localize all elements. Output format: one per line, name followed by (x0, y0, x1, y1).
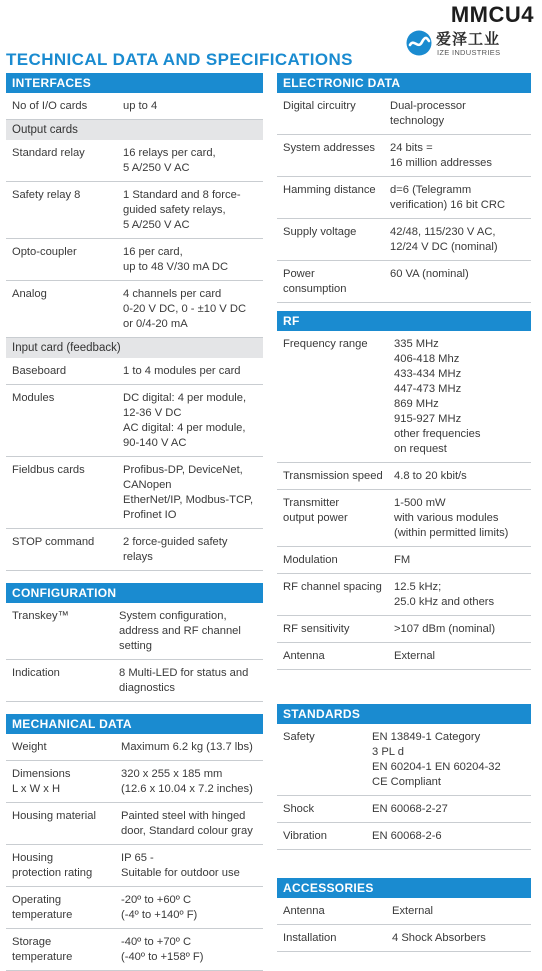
right-column (277, 73, 531, 952)
mechanical-label: Dimensions L x W x H (12, 768, 71, 795)
mechanical-value: Maximum 6.2 kg (13.7 lbs) (121, 741, 253, 753)
configuration-value: 8 Multi-LED for status and diagnostics (119, 667, 249, 694)
mechanical-label: Storage temperature (12, 936, 73, 963)
output-card-row (6, 239, 263, 281)
electronic-label: System addresses (283, 142, 376, 154)
mechanical-table (6, 734, 263, 971)
standards-value: EN 13849-1 Category 3 PL d EN 60204-1 EN 60204-32 CE Compliant (372, 731, 501, 788)
rf-value: 1-500 mW with various modules (within permitted limits) (394, 497, 509, 539)
accessories-table (277, 898, 531, 952)
electronic-label: Supply voltage (283, 226, 357, 238)
rf-label: RF sensitivity (283, 623, 350, 635)
rf-value: External (394, 650, 436, 662)
electronic-table (277, 93, 531, 303)
mechanical-row (6, 803, 263, 845)
rf-label: Modulation (283, 554, 338, 566)
electronic-value: 24 bits = 16 million addresses (390, 142, 492, 169)
output-card-value: 16 relays per card, 5 A/250 V AC (123, 147, 216, 174)
section-header-accessories: ACCESSORIES (277, 878, 531, 898)
mechanical-value: -40º to +70º C (-40º to +158º F) (121, 936, 204, 963)
mechanical-row (6, 761, 263, 803)
mechanical-value: 320 x 255 x 185 mm (12.6 x 10.04 x 7.2 inches) (121, 768, 253, 795)
rf-value: FM (394, 554, 411, 566)
mechanical-value: Painted steel with hinged door, Standard colour gray (121, 810, 253, 837)
section-header-electronic: ELECTRONIC DATA (277, 73, 531, 93)
accessories-label: Antenna (283, 905, 325, 917)
electronic-label: Digital circuitry (283, 100, 356, 112)
accessories-row (277, 898, 531, 925)
accessories-label: Installation (283, 932, 337, 944)
section-header-rf: RF (277, 311, 531, 331)
rf-label: Antenna (283, 650, 325, 662)
standards-value: EN 60068-2-6 (372, 830, 442, 842)
standards-row (277, 796, 531, 823)
input-card-value: DC digital: 4 per module, 12-36 V DC AC digital: 4 per module, 90-140 V AC (123, 392, 247, 449)
mechanical-label: Housing material (12, 810, 96, 822)
input-card-table (6, 358, 263, 571)
electronic-row (277, 261, 531, 303)
configuration-table (6, 603, 263, 702)
input-card-value: 1 to 4 modules per card (123, 365, 241, 377)
section-header-configuration: CONFIGURATION (6, 583, 263, 603)
interfaces-value: up to 4 (123, 100, 158, 112)
standards-row (277, 724, 531, 796)
output-card-row (6, 281, 263, 338)
standards-row (277, 823, 531, 850)
output-card-label: Standard relay (12, 147, 85, 159)
mechanical-row (6, 734, 263, 761)
rf-value: 335 MHz 406-418 Mhz 433-434 MHz 447-473 MHz 869 MHz 915-927 MHz other frequencies on request (394, 338, 481, 455)
configuration-value: System configuration, address and RF channel setting (119, 610, 241, 652)
brand-block (396, 0, 536, 64)
rf-row (277, 463, 531, 490)
rf-row (277, 643, 531, 670)
subheader-input-card: Input card (feedback) (6, 338, 263, 358)
rf-label: Frequency range (283, 338, 368, 350)
output-card-label: Opto-coupler (12, 246, 77, 258)
electronic-label: Power consumption (283, 268, 347, 295)
ize-logo-icon (406, 30, 432, 56)
configuration-row (6, 660, 263, 702)
accessories-value: 4 Shock Absorbers (392, 932, 486, 944)
mechanical-value: -20º to +60º C (-4º to +140º F) (121, 894, 198, 921)
brand-name-cn: 爱泽工业 (436, 30, 501, 48)
interfaces-table (6, 93, 263, 120)
rf-label: RF channel spacing (283, 581, 382, 593)
accessories-value: External (392, 905, 434, 917)
interfaces-label: No of I/O cards (12, 100, 88, 112)
electronic-row (277, 135, 531, 177)
electronic-label: Hamming distance (283, 184, 376, 196)
standards-label: Vibration (283, 830, 327, 842)
output-card-label: Safety relay 8 (12, 189, 81, 201)
rf-label: Transmitter output power (283, 497, 348, 524)
input-card-label: Modules (12, 392, 55, 404)
electronic-value: 42/48, 115/230 V AC, 12/24 V DC (nominal) (390, 226, 498, 253)
configuration-label: Indication (12, 667, 60, 679)
rf-row (277, 547, 531, 574)
input-card-row (6, 358, 263, 385)
mechanical-label: Operating temperature (12, 894, 73, 921)
electronic-value: Dual-processor technology (390, 100, 466, 127)
section-header-standards: STANDARDS (277, 704, 531, 724)
output-card-row (6, 182, 263, 239)
model-name: MMCU4 (450, 2, 534, 27)
electronic-row (277, 219, 531, 261)
rf-value: >107 dBm (nominal) (394, 623, 496, 635)
mechanical-row (6, 845, 263, 887)
input-card-label: STOP command (12, 536, 95, 548)
mechanical-row (6, 929, 263, 971)
input-card-value: 2 force-guided safety relays (123, 536, 228, 563)
rf-value: 12.5 kHz; 25.0 kHz and others (394, 581, 495, 608)
output-card-value: 16 per card, up to 48 V/30 mA DC (123, 246, 229, 273)
rf-label: Transmission speed (283, 470, 383, 482)
output-card-value: 4 channels per card 0-20 V DC, 0 - ±10 V DC or 0/4-20 mA (123, 288, 247, 330)
section-header-mechanical: MECHANICAL DATA (6, 714, 263, 734)
input-card-row (6, 457, 263, 529)
input-card-row (6, 385, 263, 457)
section-header-interfaces: INTERFACES (6, 73, 263, 93)
rf-row (277, 490, 531, 547)
accessories-row (277, 925, 531, 952)
subheader-output-cards: Output cards (6, 120, 263, 140)
input-card-label: Fieldbus cards (12, 464, 85, 476)
left-column (6, 73, 263, 971)
electronic-row (277, 93, 531, 135)
configuration-label: Transkey™ (12, 610, 69, 622)
rf-value: 4.8 to 20 kbit/s (394, 470, 467, 482)
standards-label: Safety (283, 731, 315, 743)
mechanical-label: Weight (12, 741, 47, 753)
mechanical-row (6, 887, 263, 929)
rf-row (277, 616, 531, 643)
rf-row (277, 331, 531, 463)
electronic-row (277, 177, 531, 219)
brand-name-en: IZE INDUSTRIES (437, 48, 501, 57)
standards-value: EN 60068-2-27 (372, 803, 448, 815)
output-card-row (6, 140, 263, 182)
rf-row (277, 574, 531, 616)
interfaces-row (6, 93, 263, 120)
mechanical-label: Housing protection rating (12, 852, 93, 879)
page-title: TECHNICAL DATA AND SPECIFICATIONS (6, 50, 353, 69)
output-cards-table (6, 140, 263, 338)
standards-table (277, 724, 531, 850)
input-card-label: Baseboard (12, 365, 67, 377)
electronic-value: d=6 (Telegramm verification) 16 bit CRC (390, 184, 506, 211)
input-card-value: Profibus-DP, DeviceNet, CANopen EtherNet/IP, Modbus-TCP, Profinet IO (123, 464, 254, 521)
mechanical-value: IP 65 - Suitable for outdoor use (121, 852, 240, 879)
standards-label: Shock (283, 803, 315, 815)
input-card-row (6, 529, 263, 571)
rf-table (277, 331, 531, 670)
output-card-label: Analog (12, 288, 47, 300)
electronic-value: 60 VA (nominal) (390, 268, 469, 280)
configuration-row (6, 603, 263, 660)
output-card-value: 1 Standard and 8 force- guided safety relays, 5 A/250 V AC (123, 189, 241, 231)
